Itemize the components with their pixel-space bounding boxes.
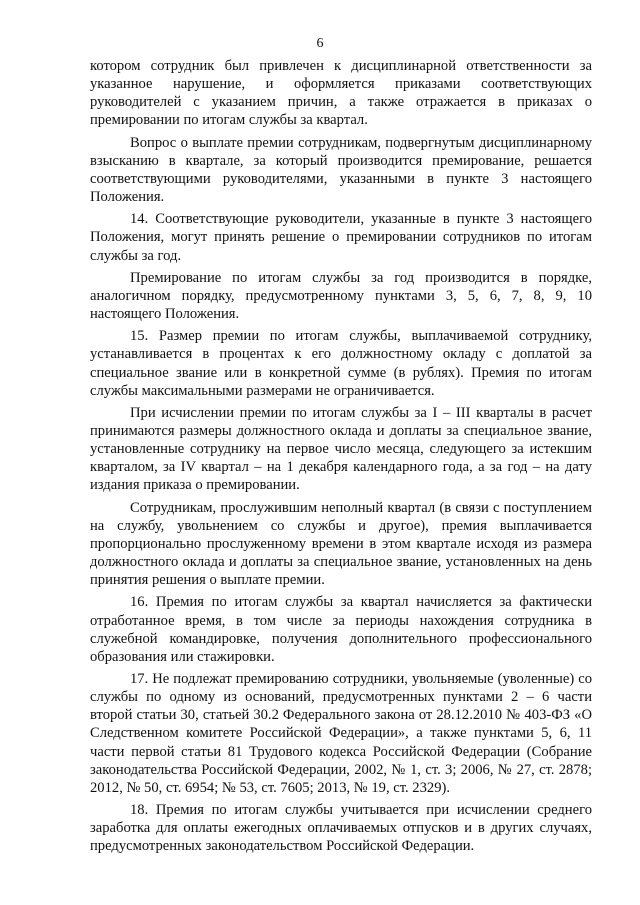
paragraph-7: Сотрудникам, прослужившим неполный квартал (в связи с поступлением на службу, увольнением со службы и другое), премия выплачивается пропорционально прослуженному времени в этом квартале исходя из размера должностного оклада и доплаты за специальное звание, установленных на день принятия решения о выплате премии.: [90, 499, 592, 589]
paragraph-6: При исчислении премии по итогам службы за I – III кварталы в расчет принимаются размеры должностного оклада и доплаты за специальное звание, установленные сотруднику на первое число месяца, следующего за истекшим кварталом, за IV квартал – на 1 декабря календарного года, а за год – на дату издания приказа о премировании.: [90, 404, 592, 494]
paragraph-10: 18. Премия по итогам службы учитывается при исчислении среднего заработка для оплаты ежегодных оплачиваемых отпусков и в других случаях, предусмотренных законодательством Российской Федерации.: [90, 802, 592, 855]
paragraph-9: 17. Не подлежат премированию сотрудники, увольняемые (уволенные) со службы по одному из оснований, предусмотренных пунктами 2 – 6 части второй статьи 30, статьей 30.2 Федерального закона от 28.12.2010 № 403-ФЗ «О Следственном комитете Российской Федерации», а также пунктами 5, 6, 11 части первой статьи 81 Трудового кодекса Российской Федерации (Собрание законодательства Российской Федерации, 2002, № 1, ст. 3; 2006, № 27, ст. 2878; 2012, № 50, ст. 6954; № 53, ст. 7605; 2013, № 19, ст. 2329).: [90, 671, 592, 796]
page-number: 6: [316, 36, 324, 51]
paragraph-3: 14. Соответствующие руководители, указанные в пункте 3 настоящего Положения, могут принять решение о премировании сотрудников по итогам службы за год.: [90, 211, 592, 264]
paragraph-5: 15. Размер премии по итогам службы, выплачиваемой сотруднику, устанавливается в процентах к его должностному окладу с доплатой за специальное звание или в конкретной сумме (в рублях). Премия по итогам службы максимальными размерами не ограничивается.: [90, 328, 592, 399]
document-body: [90, 57, 592, 860]
paragraph-8: 16. Премия по итогам службы за квартал начисляется за фактически отработанное время, в том числе за периоды нахождения сотрудника в служебной командировке, получения дополнительного профессионального образования или стажировки.: [90, 594, 592, 665]
paragraph-2: Вопрос о выплате премии сотрудникам, подвергнутым дисциплинарному взысканию в квартале, за который производится премирование, решается соответствующими руководителями, указанными в пункте 3 настоящего Положения.: [90, 134, 592, 206]
paragraph-1: котором сотрудник был привлечен к дисциплинарной ответственности за указанное нарушение, и оформляется приказами соответствующих руководителей с указанием причин, а также отражается в приказах о премировании по итогам службы за квартал.: [90, 58, 592, 129]
paragraph-4: Премирование по итогам службы за год производится в порядке, аналогичном порядку, предусмотренному пунктами 3, 5, 6, 7, 8, 9, 10 настоящего Положения.: [90, 269, 592, 323]
